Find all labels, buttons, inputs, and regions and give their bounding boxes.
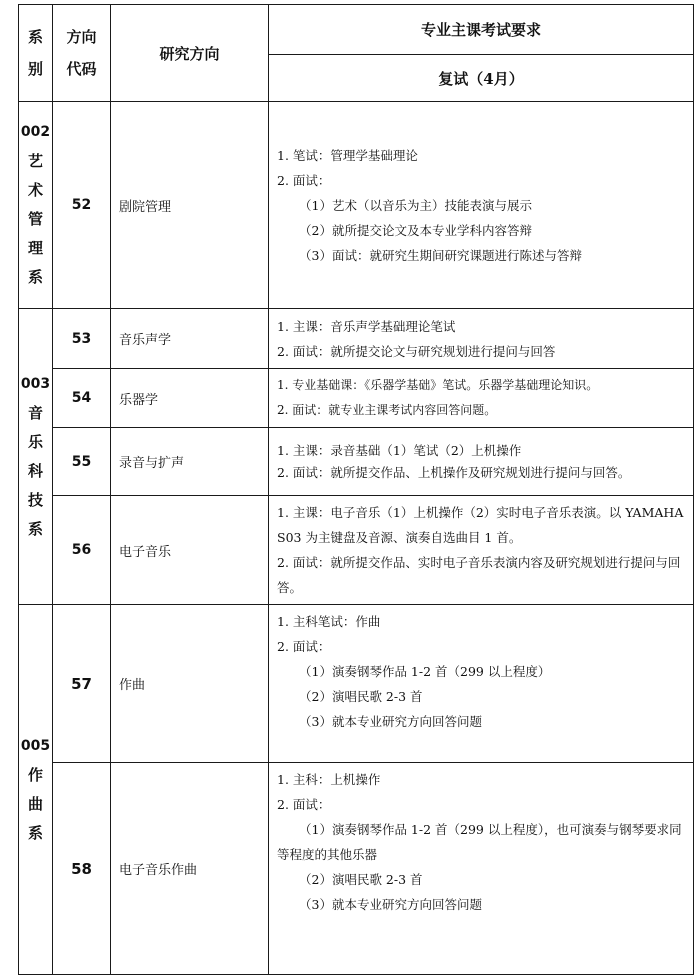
requirements-cell <box>269 102 694 309</box>
header-code-line: 方向 <box>66 28 97 46</box>
department-number: 002 <box>20 124 51 140</box>
requirements-cell <box>269 428 694 496</box>
department-char: 系 <box>27 268 43 286</box>
requirement-line: 1. 主课：电子音乐（1）上机操作（2）实时电子音乐表演。以 YAMAHA S03 为主键盘及音源、演奏自选曲目 1 首。 <box>277 505 684 545</box>
direction-code: 56 <box>53 496 111 605</box>
department-number: 003 <box>20 375 51 392</box>
header-requirements: 专业主课考试要求 <box>269 5 694 55</box>
requirement-line: 1. 主课：录音基础（1）笔试（2）上机操作 <box>277 442 522 458</box>
research-direction: 音乐声学 <box>111 309 269 369</box>
header-direction-code <box>53 5 111 102</box>
requirement-line: 2. 面试：就所提交作品、上机操作及研究规划进行提问与回答。 <box>277 464 631 480</box>
department-char: 曲 <box>27 794 43 813</box>
department-char: 系 <box>27 519 43 538</box>
requirement-line: （2）演唱民歌 2-3 首 <box>299 872 423 887</box>
department-char: 乐 <box>27 432 43 451</box>
requirement-line: （1）艺术（以音乐为主）技能表演与展示 <box>299 197 532 213</box>
header-code-line: 代码 <box>66 60 97 78</box>
requirements-cell <box>269 369 694 428</box>
research-direction: 录音与扩声 <box>111 428 269 496</box>
header-department-char: 别 <box>27 60 43 78</box>
requirement-line: 1. 专业基础课：《乐器学基础》笔试。乐器学基础理论知识。 <box>277 378 599 392</box>
department-number: 005 <box>20 737 51 754</box>
requirement-line: 2. 面试： <box>277 797 331 812</box>
requirement-line: （3）就本专业研究方向回答问题 <box>299 897 482 912</box>
research-direction: 乐器学 <box>111 369 269 428</box>
research-direction: 剧院管理 <box>111 102 269 309</box>
requirement-line: （2）演唱民歌 2-3 首 <box>299 689 423 704</box>
requirement-line: （2）就所提交论文及本专业学科内容答辩 <box>299 222 532 238</box>
requirement-line: （3）就本专业研究方向回答问题 <box>299 714 482 729</box>
direction-code: 53 <box>53 309 111 369</box>
header-row-1 <box>19 5 694 55</box>
department-char: 作 <box>27 765 43 784</box>
table-row <box>19 496 694 605</box>
requirement-line: 1. 主课：音乐声学基础理论笔试 <box>277 318 456 334</box>
direction-code: 52 <box>53 102 111 309</box>
requirement-line: 2. 面试：就所提交作品、实时电子音乐表演内容及研究规划进行提问与回答。 <box>277 555 681 595</box>
table-row <box>19 369 694 428</box>
requirements-cell <box>269 496 694 605</box>
requirement-line: 1. 笔试：管理学基础理论 <box>277 147 418 163</box>
department-char: 系 <box>27 823 43 842</box>
header-department <box>19 5 53 102</box>
requirement-line: （1）演奏钢琴作品 1-2 首（299 以上程度），也可演奏与钢琴要求同等程度的其他乐器 <box>277 822 682 862</box>
requirement-line: 1. 主科笔试：作曲 <box>277 614 381 629</box>
direction-code: 57 <box>53 605 111 763</box>
requirement-line: 2. 面试：就专业主课考试内容回答问题。 <box>277 403 497 417</box>
requirements-cell <box>269 605 694 763</box>
requirements-cell <box>269 309 694 369</box>
direction-code: 54 <box>53 369 111 428</box>
department-char: 艺 <box>27 152 43 170</box>
research-direction: 电子音乐作曲 <box>111 763 269 975</box>
research-direction: 作曲 <box>111 605 269 763</box>
header-research-direction: 研究方向 <box>111 5 269 102</box>
table-row <box>19 309 694 369</box>
department-char: 术 <box>27 181 43 199</box>
department-char: 科 <box>27 461 43 480</box>
research-direction: 电子音乐 <box>111 496 269 605</box>
exam-requirements-table <box>18 4 694 975</box>
table-row <box>19 428 694 496</box>
requirement-line: 2. 面试： <box>277 639 331 654</box>
department-char: 音 <box>27 403 43 422</box>
department-cell <box>19 309 53 605</box>
requirement-line: 1. 主科：上机操作 <box>277 772 381 787</box>
department-char: 管 <box>27 210 43 228</box>
header-retest: 复试（4月） <box>269 55 694 102</box>
department-char: 技 <box>27 490 43 509</box>
requirements-cell <box>269 763 694 975</box>
department-char: 理 <box>27 239 43 257</box>
table-row <box>19 102 694 309</box>
department-cell <box>19 102 53 309</box>
direction-code: 58 <box>53 763 111 975</box>
table-row <box>19 605 694 763</box>
table-row <box>19 763 694 975</box>
requirement-line: （1）演奏钢琴作品 1-2 首（299 以上程度） <box>299 664 551 679</box>
requirement-line: 2. 面试： <box>277 172 331 188</box>
header-department-char: 系 <box>27 28 43 46</box>
direction-code: 55 <box>53 428 111 496</box>
requirement-line: （3）面试：就研究生期间研究课题进行陈述与答辩 <box>299 247 582 263</box>
requirement-line: 2. 面试：就所提交论文与研究规划进行提问与回答 <box>277 343 556 359</box>
department-cell <box>19 605 53 975</box>
